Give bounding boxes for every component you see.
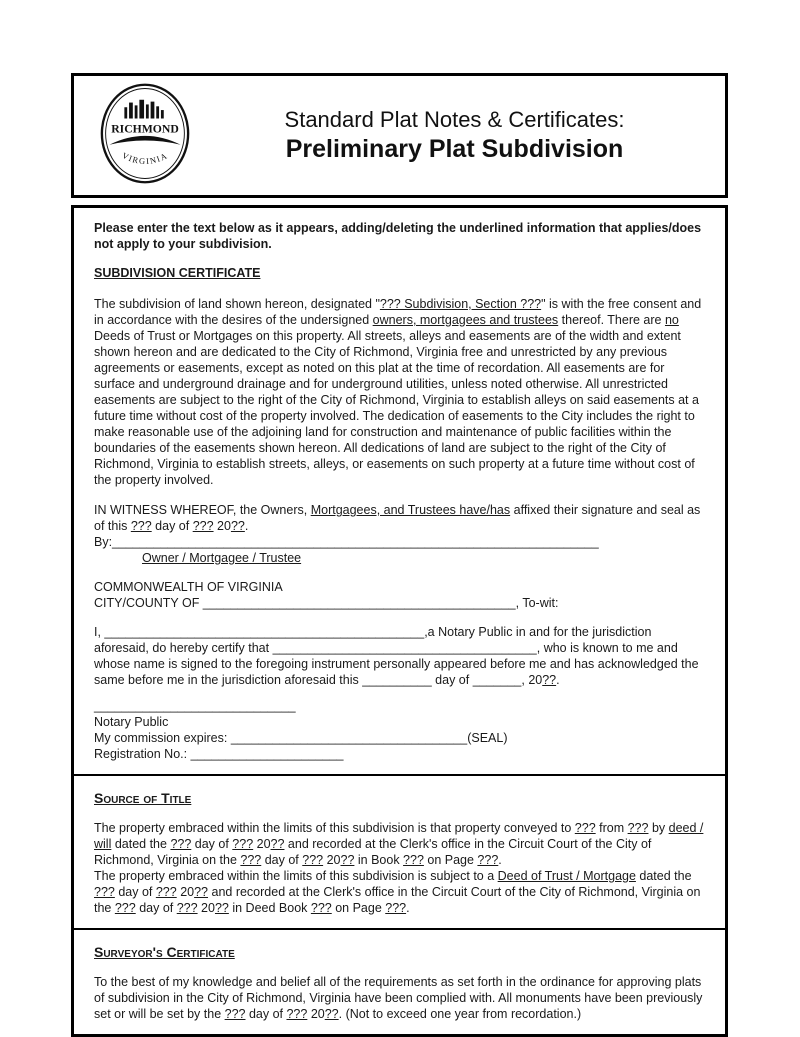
source-of-title-paragraph-1: The property embraced within the limits of this subdivision is that property conveyed to ??? from ??? by deed / will dated the ??? day of ??? 20?? and recorded at the Clerk's office in the Circuit Court of the City of Richmond, Virginia on the ??? day of ??? 20?? in Book ??? on Page ???.: [94, 821, 704, 867]
logo-city-text: RICHMOND: [111, 122, 179, 136]
source-of-title-paragraph-2: The property embraced within the limits of this subdivision is subject to a Deed of Trust / Mortgage dated the ??? day of ??? 20?? and recorded at the Clerk's office in the Circuit Court of the City of Richmond, Virginia on the ??? day of ??? 20?? in Deed Book ??? on Page ???.: [94, 869, 701, 915]
subdivision-certificate-heading: SUBDIVISION CERTIFICATE: [94, 266, 261, 280]
commonwealth-line: COMMONWEALTH OF VIRGINIA: [94, 580, 283, 594]
document-title: Standard Plat Notes & Certificates:: [284, 107, 625, 132]
commission-expires-line: My commission expires: __________________________________(SEAL): [94, 731, 508, 745]
document-title-block: [192, 106, 725, 165]
richmond-city-seal-icon: [98, 81, 192, 186]
owner-mortgagee-trustee-label: Owner / Mortgagee / Trustee: [142, 551, 302, 565]
jurisdiction-block: [94, 579, 705, 611]
notary-signature-block: [94, 698, 705, 762]
section-surveyors-certificate: [74, 928, 725, 1034]
notary-signature-line: _____________________________: [94, 699, 296, 713]
source-of-title-heading: Source of Title: [94, 790, 192, 806]
notary-public-label: Notary Public: [94, 715, 169, 729]
logo-state-text: VIRGINIA: [120, 149, 170, 166]
richmond-virginia-logo: [98, 81, 192, 191]
subdivision-certificate-text: The subdivision of land shown hereon, designated "??? Subdivision, Section ???" is with the free consent and in accordance with the desires of the undersigned owners, mortgagees and trustees thereof. There are no Deeds of Trust or Mortgages on this property. All streets, alleys and easements are of the width and extent shown hereon and are dedicated to the City of Richmond, Virginia free and unrestricted by any previous agreements or easements, except as noted on this plat at the time of recordation. All easements are for surface and underground drainage and for underground utilities, unless noted otherwise. All unrestricted easements are subject to the right of the City of Richmond, Virginia to establish alleys on said easements at a future time without cost of the property involved. The dedication of easements to the City includes the right to make reasonable use of the adjoining land for construction and maintenance of public facilities within the boundaries of the easements shown hereon. All dedications of land are subject to the right of the City of Richmond, Virginia to establish streets, alleys, or easements on such property at a future time without cost of the property involved.: [94, 297, 702, 487]
document-subtitle: Preliminary Plat Subdivision: [285, 135, 624, 163]
by-signature-line: By:______________________________________________________________________: [94, 535, 599, 549]
header-panel: [71, 73, 728, 198]
section-source-of-title: [74, 774, 725, 928]
surveyors-certificate-text: To the best of my knowledge and belief all of the requirements as set forth in the ordinance for approving plats of subdivision in the City of Richmond, Virginia have been complied with. All monuments have been previously set or will be set by the ??? day of ??? 20??. (Not to exceed one year from recordation.): [94, 975, 703, 1021]
surveyors-certificate-heading: Surveyor's Certificate: [94, 944, 235, 960]
registration-number-line: Registration No.: ______________________: [94, 747, 344, 761]
instructions-text: Please enter the text below as it appears, adding/deleting the underlined information that applies/does not apply to your subdivision.: [94, 221, 702, 251]
witness-block: [94, 502, 705, 566]
content-panel: [71, 205, 728, 1037]
witness-clause: IN WITNESS WHEREOF, the Owners, Mortgagees, and Trustees have/has affixed their signature and seal as of this ??? day of ??? 20??.: [94, 503, 701, 533]
section-subdivision-certificate: [74, 208, 725, 774]
notary-acknowledgment-text: I, ______________________________________________,a Notary Public in and for the jurisdiction aforesaid, do hereby certify that ______________________________________, who is known to me and whose name is signed to the foregoing instrument personally appeared before me and has acknowledged the same before me in the jurisdiction aforesaid this __________ day of _______, 20??.: [94, 625, 699, 687]
city-county-line: CITY/COUNTY OF _____________________________________________, To-wit:: [94, 596, 559, 610]
